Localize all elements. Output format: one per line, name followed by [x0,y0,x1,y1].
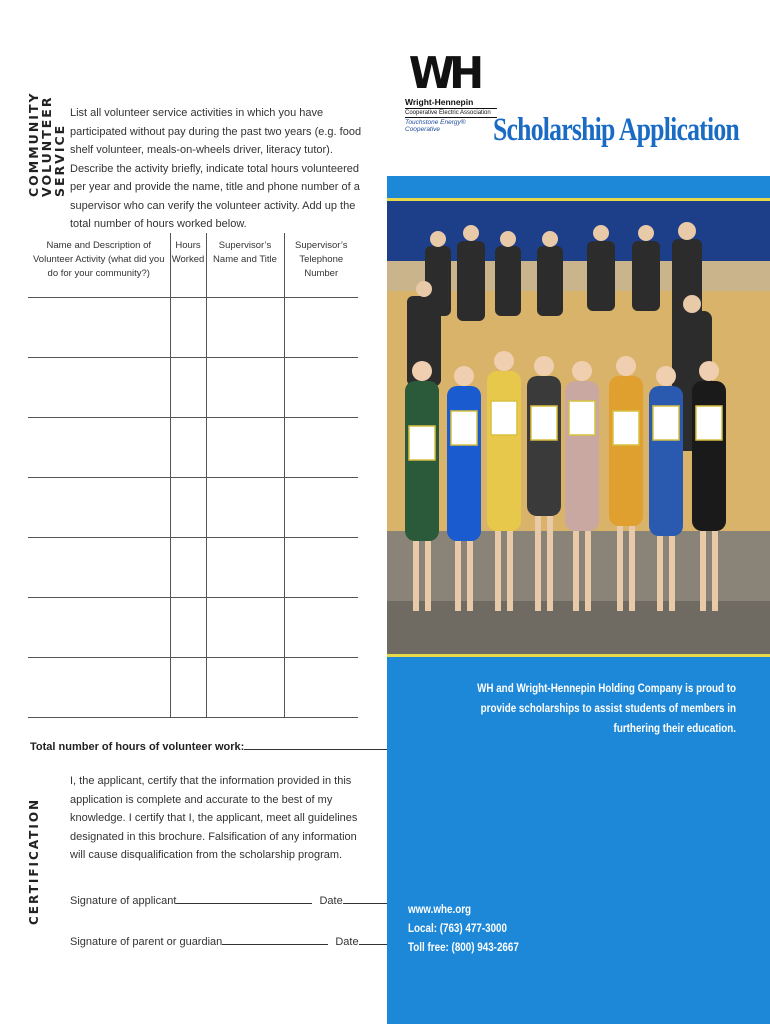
table-row[interactable] [28,478,358,538]
supervisor-name-cell[interactable] [206,418,284,478]
logo-name: Wright-Hennepin [405,97,474,107]
hours-cell[interactable] [170,298,206,358]
supervisor-phone-cell[interactable] [284,358,358,418]
col-header-hours: Hours Worked [170,233,206,298]
total-hours-line [30,739,394,753]
table-header-row [28,233,358,298]
parent-date-label: Date [335,936,359,948]
hours-cell[interactable] [170,538,206,598]
supervisor-phone-cell[interactable] [284,658,358,718]
col-header-supervisor-name: Supervisor’s Name and Title [206,233,284,298]
supervisor-name-cell[interactable] [206,598,284,658]
supervisor-name-cell[interactable] [206,538,284,598]
activity-cell[interactable] [28,538,170,598]
heading-line-3: SERVICE [52,123,67,197]
activity-cell[interactable] [28,418,170,478]
parent-signature-label: Signature of parent or guardian [70,936,223,948]
toll-free-phone: Toll free: (800) 943-2667 [408,940,519,954]
parent-signature-line [70,934,419,948]
supervisor-name-cell[interactable] [206,658,284,718]
top-blue-band [387,176,770,198]
website-link[interactable]: www.whe.org [408,902,472,916]
supervisor-name-cell[interactable] [206,358,284,418]
parent-signature-field[interactable] [222,934,328,945]
heading-line-1: COMMUNITY [26,91,41,197]
certification-text: I, the applicant, certify that the information provided in this application is complete and accurate to the best of my knowledge. I certify that I, the applicant, meet all guidelines designated in this brochure. Falsification of any information will cause disqualification from the scholarship program. [70,775,358,861]
hours-cell[interactable] [170,358,206,418]
supervisor-phone-cell[interactable] [284,418,358,478]
applicant-signature-line [70,893,403,907]
hours-cell[interactable] [170,478,206,538]
hours-cell[interactable] [170,658,206,718]
applicant-date-label: Date [319,895,343,907]
table-row[interactable] [28,358,358,418]
promo-text: WH and Wright-Hennepin Holding Company is proud to provide scholarships to assist students of members in furthering their education. [477,681,736,735]
scholarship-recipients-photo [387,201,770,654]
supervisor-phone-cell[interactable] [284,538,358,598]
applicant-signature-field[interactable] [176,893,312,904]
logo-mark: WH [408,48,479,99]
heading-line-2: VOLUNTEER [39,95,54,197]
applicant-signature-label: Signature of applicant [70,895,177,907]
volunteer-instructions: List all volunteer service activities in which you have participated without pay during the past two years (e.g. food shelf volunteer, meals-on-wheels driver, literacy tutor). Describe the activity briefly, indicate total hours volunteered per year and provide the name, title and phone number of a supervisor who can verify the volunteer activity. Add up the total number of hours worked below. [70,107,362,230]
contact-info [408,900,519,957]
supervisor-phone-cell[interactable] [284,298,358,358]
volunteer-activity-table [28,233,358,718]
supervisor-phone-cell[interactable] [284,598,358,658]
table-row[interactable] [28,598,358,658]
activity-cell[interactable] [28,358,170,418]
wright-hennepin-logo [405,48,497,133]
activity-cell[interactable] [28,298,170,358]
certification-heading: CERTIFICATION [27,797,41,925]
supervisor-name-cell[interactable] [206,478,284,538]
supervisor-name-cell[interactable] [206,298,284,358]
col-header-activity: Name and Description of Volunteer Activity (what did you do for your community?) [28,233,170,298]
activity-cell[interactable] [28,658,170,718]
logo-subtitle: Cooperative Electric Association [405,108,497,118]
total-hours-field[interactable] [244,739,394,750]
table-row[interactable] [28,418,358,478]
community-volunteer-service-heading [27,91,66,197]
hours-cell[interactable] [170,598,206,658]
logo-tagline: Touchstone Energy® Cooperative [405,119,466,133]
activity-cell[interactable] [28,478,170,538]
table-row[interactable] [28,658,358,718]
local-phone: Local: (763) 477-3000 [408,921,508,935]
table-row[interactable] [28,538,358,598]
supervisor-phone-cell[interactable] [284,478,358,538]
col-header-supervisor-phone: Supervisor’s Telephone Number [284,233,358,298]
page-title: Scholarship Application [493,112,739,148]
hours-cell[interactable] [170,418,206,478]
table-row[interactable] [28,298,358,358]
total-hours-label: Total number of hours of volunteer work: [30,741,245,753]
activity-cell[interactable] [28,598,170,658]
